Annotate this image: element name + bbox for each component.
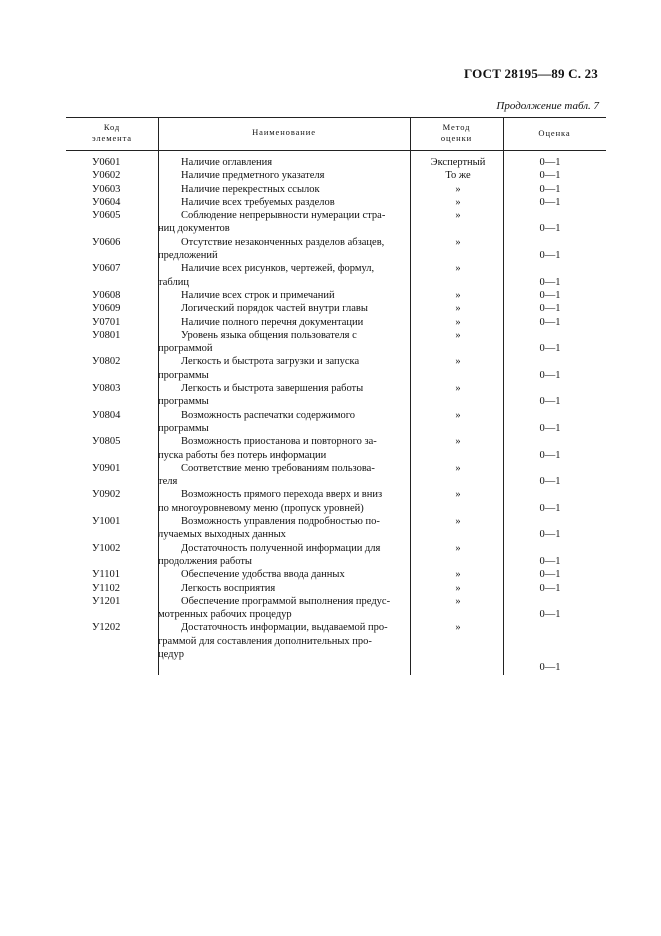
column-header-name: Наименование xyxy=(252,127,316,137)
element-name-line: Наличие всех строк и примечаний xyxy=(181,289,335,301)
table-row xyxy=(66,488,606,515)
table-top-rule xyxy=(66,117,606,118)
table-row xyxy=(66,582,606,595)
element-code: У0804 xyxy=(92,409,121,421)
element-name-line: ниц документов xyxy=(158,223,230,235)
element-name-line: Достаточность полученной информации для xyxy=(181,542,381,554)
element-code: У0603 xyxy=(92,183,121,195)
score-range: 0—1 xyxy=(539,569,561,581)
element-name-line: Возможность распечатки содержимого xyxy=(181,409,356,421)
element-name-line: Логический порядок частей внутри главы xyxy=(181,303,368,315)
element-code: У0902 xyxy=(92,489,121,501)
element-name-line: Наличие перекрестных ссылок xyxy=(181,183,320,195)
table-row xyxy=(66,169,606,182)
element-code: У0602 xyxy=(92,170,121,182)
element-name-line: Обеспечение программой выполнения предус- xyxy=(181,595,391,607)
score-range: 0—1 xyxy=(539,223,561,235)
score-range: 0—1 xyxy=(539,170,561,182)
element-name-line: Возможность прямого перехода вверх и вниз xyxy=(181,489,383,501)
evaluation-method: » xyxy=(455,263,461,275)
element-name xyxy=(158,621,406,674)
element-code: У1202 xyxy=(92,622,121,634)
element-name-line: Наличие предметного указателя xyxy=(181,170,325,182)
score-range: 0—1 xyxy=(539,316,561,328)
element-name xyxy=(158,236,406,263)
column-header-score: Оценка xyxy=(538,128,571,138)
element-name-line: Наличие всех рисунков, чертежей, формул, xyxy=(181,263,375,275)
table-row xyxy=(66,289,606,302)
table-row xyxy=(66,621,606,674)
evaluation-method: » xyxy=(455,489,461,501)
score-range: 0—1 xyxy=(539,157,561,168)
element-code: У0604 xyxy=(92,196,121,208)
element-name-line: программой xyxy=(158,343,213,355)
table-row xyxy=(66,209,606,236)
element-name xyxy=(158,355,406,382)
table-row xyxy=(66,409,606,436)
element-name xyxy=(158,542,406,569)
element-name-line: Соблюдение непрерывности нумерации стра- xyxy=(181,210,386,222)
evaluation-method: » xyxy=(455,236,461,248)
score-range: 0—1 xyxy=(539,662,561,674)
element-name-line: пуска работы без потерь информации xyxy=(158,449,327,461)
column-header-method-line-1: Метод xyxy=(442,122,471,132)
table-row xyxy=(66,302,606,315)
element-code: У1201 xyxy=(92,595,121,607)
evaluation-method: » xyxy=(455,356,461,368)
element-name-line: теля xyxy=(158,476,178,488)
element-name xyxy=(158,196,406,209)
element-name-line: Легкость восприятия xyxy=(181,582,276,594)
element-name-line: таблиц xyxy=(158,276,189,288)
score-range: 0—1 xyxy=(539,422,561,434)
evaluation-method: » xyxy=(455,196,461,208)
element-code: У1001 xyxy=(92,516,121,528)
score-range: 0—1 xyxy=(539,502,561,514)
element-name-line: лучаемых выходных данных xyxy=(158,529,286,541)
element-name xyxy=(158,409,406,436)
column-header-method-line-2: оценки xyxy=(440,133,473,143)
element-code: У1002 xyxy=(92,542,121,554)
element-name-line: программы xyxy=(158,369,209,381)
element-name-line: программы xyxy=(158,422,209,434)
evaluation-method: Экспертный xyxy=(430,157,486,168)
element-name xyxy=(158,382,406,409)
element-name-line: мотренных рабочих процедур xyxy=(158,609,292,621)
element-code: У0801 xyxy=(92,329,121,341)
score-range: 0—1 xyxy=(539,303,561,315)
evaluation-method: » xyxy=(455,582,461,594)
evaluation-method: » xyxy=(455,289,461,301)
element-name-line: продолжения работы xyxy=(158,555,252,567)
element-name-line: Легкость и быстрота завершения работы xyxy=(181,383,364,395)
element-name xyxy=(158,595,406,622)
element-name-line: Отсутствие незаконченных разделов абзацев, xyxy=(181,236,385,248)
element-name xyxy=(158,262,406,289)
element-name-line: программы xyxy=(158,396,209,408)
evaluation-method: » xyxy=(455,303,461,315)
score-range: 0—1 xyxy=(539,396,561,408)
score-range: 0—1 xyxy=(539,449,561,461)
table-row xyxy=(66,183,606,196)
table-row xyxy=(66,542,606,569)
table-row xyxy=(66,329,606,356)
evaluation-method: То же xyxy=(445,170,471,182)
score-range: 0—1 xyxy=(539,476,561,488)
column-header-code-line-2: элемента xyxy=(91,133,132,143)
element-code: У1102 xyxy=(92,582,121,594)
score-range: 0—1 xyxy=(539,582,561,594)
table-row xyxy=(66,196,606,209)
element-name xyxy=(158,582,406,595)
column-header-method xyxy=(410,122,503,144)
table-row xyxy=(66,382,606,409)
column-header-code-line-1: Код xyxy=(103,122,121,132)
evaluation-method: » xyxy=(455,383,461,395)
element-code: У0701 xyxy=(92,316,121,328)
element-name xyxy=(158,568,406,581)
score-range: 0—1 xyxy=(539,250,561,262)
evaluation-method: » xyxy=(455,409,461,421)
table-row xyxy=(66,515,606,542)
element-code: У1101 xyxy=(92,569,121,581)
table-row xyxy=(66,355,606,382)
element-name-line: Возможность управления подробностью по- xyxy=(181,516,380,528)
element-name xyxy=(158,156,406,169)
element-name xyxy=(158,488,406,515)
element-code: У0605 xyxy=(92,210,121,222)
table-row xyxy=(66,316,606,329)
score-range: 0—1 xyxy=(539,529,561,541)
table-row xyxy=(66,568,606,581)
evaluation-method: » xyxy=(455,516,461,528)
element-name xyxy=(158,209,406,236)
element-name xyxy=(158,435,406,462)
element-name-line: Обеспечение удобства ввода данных xyxy=(181,569,345,581)
element-code: У0608 xyxy=(92,289,121,301)
element-code: У0802 xyxy=(92,356,121,368)
element-code: У0606 xyxy=(92,236,121,248)
element-name xyxy=(158,329,406,356)
element-code: У0601 xyxy=(92,157,121,168)
table-row xyxy=(66,156,606,169)
element-name xyxy=(158,316,406,329)
element-name xyxy=(158,515,406,542)
element-name-line: Легкость и быстрота загрузки и запуска xyxy=(181,356,360,368)
element-code: У0803 xyxy=(92,383,121,395)
evaluation-method: » xyxy=(455,542,461,554)
element-name xyxy=(158,169,406,182)
score-range: 0—1 xyxy=(539,289,561,301)
table-row xyxy=(66,595,606,622)
score-range: 0—1 xyxy=(539,369,561,381)
score-range: 0—1 xyxy=(539,183,561,195)
element-name xyxy=(158,289,406,302)
score-range: 0—1 xyxy=(539,196,561,208)
table-continuation-label: Продолжение табл. 7 xyxy=(496,100,599,112)
element-name-line: по многоуровневому меню (пропуск уровней) xyxy=(158,502,364,514)
table-body xyxy=(66,156,606,675)
element-code: У0901 xyxy=(92,462,121,474)
evaluation-method: » xyxy=(455,183,461,195)
element-code: У0607 xyxy=(92,263,121,275)
element-name-line: граммой для составления дополнительных про- xyxy=(158,635,372,647)
evaluation-method: » xyxy=(455,329,461,341)
table-row xyxy=(66,236,606,263)
evaluation-method: » xyxy=(455,210,461,222)
evaluation-method: » xyxy=(455,436,461,448)
element-name-line xyxy=(158,661,406,674)
column-header-code xyxy=(66,122,158,144)
element-name-line: Соответствие меню требованиям пользова- xyxy=(181,462,375,474)
score-range: 0—1 xyxy=(539,343,561,355)
element-name-line: предложений xyxy=(158,250,218,262)
element-name-line: Наличие оглавления xyxy=(181,157,273,168)
element-code: У0805 xyxy=(92,436,121,448)
element-name-line: Уровень языка общения пользователя с xyxy=(181,329,357,341)
element-name xyxy=(158,462,406,489)
element-name-line: Возможность приостанова и повторного за- xyxy=(181,436,377,448)
evaluation-method: » xyxy=(455,622,461,634)
element-name-line: Достаточность информации, выдаваемой про- xyxy=(181,622,388,634)
page-header: ГОСТ 28195—89 С. 23 xyxy=(464,66,598,81)
evaluation-method: » xyxy=(455,316,461,328)
element-name-line: Наличие всех требуемых разделов xyxy=(181,196,335,208)
element-name-line: цедур xyxy=(158,648,184,660)
score-range: 0—1 xyxy=(539,609,561,621)
table-row xyxy=(66,435,606,462)
table-row xyxy=(66,462,606,489)
evaluation-method: » xyxy=(455,569,461,581)
element-name-line: Наличие полного перечня документации xyxy=(181,316,364,328)
element-code: У0609 xyxy=(92,303,121,315)
evaluation-method: » xyxy=(455,462,461,474)
element-name xyxy=(158,302,406,315)
table-header-rule xyxy=(66,150,606,151)
evaluation-method: » xyxy=(455,595,461,607)
score-range: 0—1 xyxy=(539,555,561,567)
table-row xyxy=(66,262,606,289)
element-name xyxy=(158,183,406,196)
score-range: 0—1 xyxy=(539,276,561,288)
